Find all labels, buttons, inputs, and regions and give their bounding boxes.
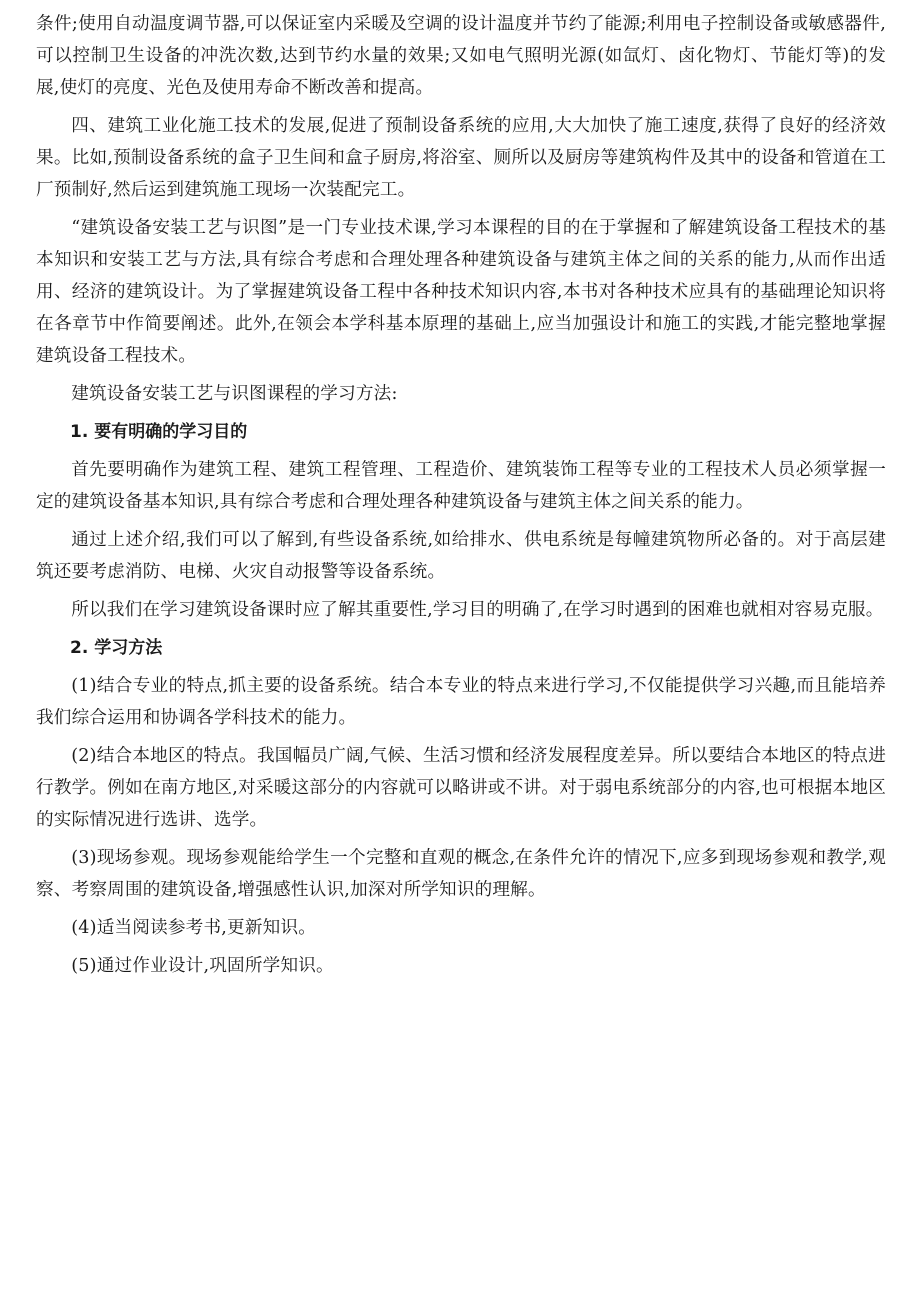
paragraph-study-method-intro: 建筑设备安装工艺与识图课程的学习方法: [71, 384, 398, 404]
list-item-method-5: (5)通过作业设计,巩固所学知识。 [71, 956, 334, 976]
list-item-method-2: (2)结合本地区的特点。我国幅员广阔,气候、生活习惯和经济发展程度差异。所以要结合本地区的特点进行教学。例如在南方地区,对采暖这部分的内容就可以略讲或不讲。对于弱电系统部分的内容,也可根据本地区的实际情况进行选讲、选学。 [36, 746, 886, 830]
list-item-method-4: (4)适当阅读参考书,更新知识。 [71, 918, 317, 938]
list-item-method-1: (1)结合专业的特点,抓主要的设备系统。结合本专业的特点来进行学习,不仅能提供学习兴趣,而且能培养我们综合运用和协调各学科技术的能力。 [36, 676, 886, 728]
paragraph-goal-clarify: 首先要明确作为建筑工程、建筑工程管理、工程造价、建筑装饰工程等专业的工程技术人员必须掌握一定的建筑设备基本知识,具有综合考虑和合理处理各种建筑设备与建筑主体之间关系的能力。 [36, 460, 886, 512]
paragraph-importance: 所以我们在学习建筑设备课时应了解其重要性,学习目的明确了,在学习时遇到的困难也就相对容易克服。 [71, 600, 884, 620]
section-heading-learning-goal: 1. 要有明确的学习目的 [70, 422, 248, 442]
paragraph-prefabrication: 四、建筑工业化施工技术的发展,促进了预制设备系统的应用,大大加快了施工速度,获得了良好的经济效果。比如,预制设备系统的盒子卫生间和盒子厨房,将浴室、厕所以及厨房等建筑构件及其中的设备和管道在工厂预制好,然后运到建筑施工现场一次装配完工。 [36, 116, 886, 200]
section-heading-study-method: 2. 学习方法 [70, 638, 163, 658]
list-item-method-3: (3)现场参观。现场参观能给学生一个完整和直观的概念,在条件允许的情况下,应多到现场参观和教学,观察、考察周围的建筑设备,增强感性认识,加深对所学知识的理解。 [36, 848, 886, 900]
paragraph-systems-overview: 通过上述介绍,我们可以了解到,有些设备系统,如给排水、供电系统是每幢建筑物所必备的。对于高层建筑还要考虑消防、电梯、火灾自动报警等设备系统。 [36, 530, 886, 582]
document-page [36, 8, 886, 988]
paragraph-energy-saving: 条件;使用自动温度调节器,可以保证室内采暖及空调的设计温度并节约了能源;利用电子控制设备或敏感器件,可以控制卫生设备的冲洗次数,达到节约水量的效果;又如电气照明光源(如氙灯、卤化物灯、节能灯等)的发展,使灯的亮度、光色及使用寿命不断改善和提高。 [36, 14, 886, 98]
paragraph-course-purpose: “建筑设备安装工艺与识图”是一门专业技术课,学习本课程的目的在于掌握和了解建筑设备工程技术的基本知识和安装工艺与方法,具有综合考虑和合理处理各种建筑设备与建筑主体之间的关系的能力,从而作出适用、经济的建筑设计。为了掌握建筑设备工程中各种技术知识内容,本书对各种技术应具有的基础理论知识将在各章节中作简要阐述。此外,在领会本学科基本原理的基础上,应当加强设计和施工的实践,才能完整地掌握建筑设备工程技术。 [36, 218, 886, 366]
